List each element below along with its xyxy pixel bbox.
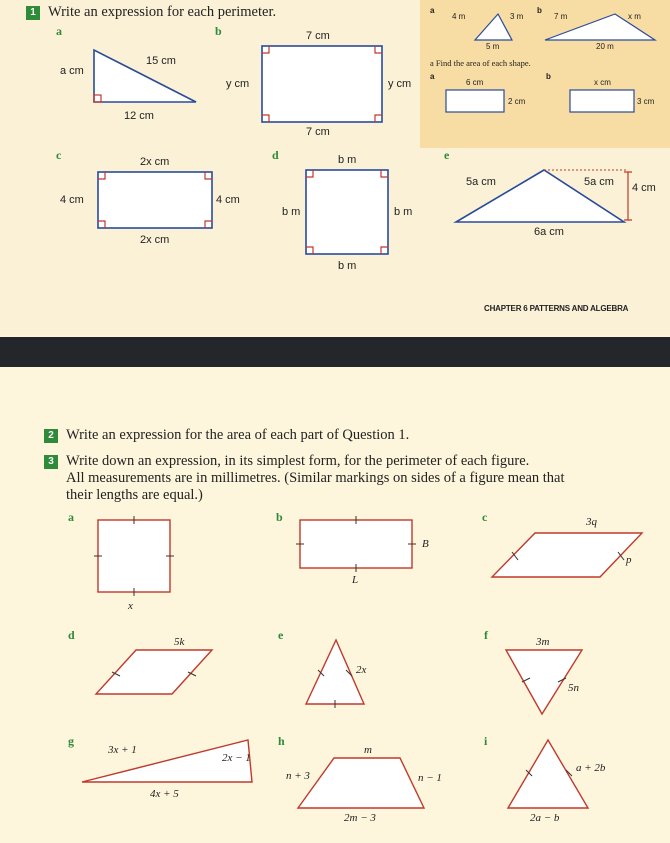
q3i-label: i	[484, 734, 488, 748]
sidebar-ra-side: 2 cm	[508, 97, 526, 106]
question-1-badge: 1	[26, 6, 40, 20]
q3h-trapezium	[298, 758, 424, 808]
q3g-s1: 3x + 1	[108, 744, 137, 756]
q3h-top: m	[364, 744, 372, 756]
sidebar-ra-top: 6 cm	[466, 78, 484, 87]
q3b-right: B	[422, 538, 429, 550]
q1d-label: d	[272, 148, 279, 162]
q3f-label: f	[484, 628, 488, 642]
q3a-label: a	[68, 510, 74, 524]
q3b-label: b	[276, 510, 283, 524]
q1b-bottom-label: 7 cm	[306, 126, 330, 138]
sidebar-a-base: 5 m	[486, 42, 500, 51]
q3h-left: n + 3	[286, 770, 310, 782]
q3d-parallelogram	[96, 650, 212, 694]
q1a-hyp-label: 15 cm	[146, 55, 176, 67]
q1c-left-label: 4 cm	[60, 194, 84, 206]
sidebar-b-label: b	[537, 6, 542, 15]
q3e-label: e	[278, 628, 284, 642]
q1e-base-label: 6a cm	[534, 226, 564, 238]
q1d-left-label: b m	[282, 206, 301, 218]
q3i-triangle	[508, 740, 588, 808]
sidebar-a-s1: 4 m	[452, 12, 466, 21]
q1c-right-label: 4 cm	[216, 194, 240, 206]
q3h-right: n − 1	[418, 772, 442, 784]
question-3-line1: Write down an expression, in its simplest form, for the perimeter of each figure.	[66, 453, 530, 469]
q3a-square	[98, 520, 170, 592]
sidebar-rb-top: x cm	[594, 78, 611, 87]
q3g-label: g	[68, 734, 74, 748]
q1d-right-label: b m	[394, 206, 413, 218]
sidebar-rb-label: b	[546, 72, 551, 81]
q1a-label: a	[56, 24, 62, 38]
q1c-top-label: 2x cm	[140, 156, 170, 168]
sidebar-b-s1: 7 m	[554, 12, 568, 21]
question-2-badge: 2	[44, 429, 58, 443]
sidebar-instruction: a Find the area of each shape.	[430, 58, 531, 68]
q3c-label: c	[482, 510, 488, 524]
question-3-line3: their lengths are equal.)	[66, 487, 203, 503]
q3e-side: 2x	[356, 664, 367, 676]
q1c-bottom-label: 2x cm	[140, 234, 170, 246]
question-2-text: Write an expression for the area of each part of Question 1.	[66, 427, 410, 443]
sidebar-rb-side: 3 cm	[637, 97, 655, 106]
question-3-line2: All measurements are in millimetres. (Similar markings on sides of a figure mean that	[66, 470, 565, 486]
q3d-label: d	[68, 628, 75, 642]
sidebar-a-s2: 3 m	[510, 12, 524, 21]
q3b-bottom: L	[352, 574, 359, 586]
sidebar-b-base: 20 m	[596, 42, 614, 51]
q1b-top-label: 7 cm	[306, 30, 330, 42]
q1a-base-label: 12 cm	[124, 110, 154, 122]
question-3-badge: 3	[44, 455, 58, 469]
chapter-footer: CHAPTER 6 PATTERNS AND ALGEBRA	[484, 304, 629, 313]
q1e-left-label: 5a cm	[466, 176, 496, 188]
q3a-side: x	[128, 600, 133, 612]
question-1-text: Write an expression for each perimeter.	[48, 4, 277, 20]
q1c-label: c	[56, 148, 62, 162]
q1e-right-label: 5a cm	[584, 176, 614, 188]
q1e-height-label: 4 cm	[632, 182, 656, 194]
q1b-left-label: y cm	[226, 78, 250, 90]
q1e-label: e	[444, 148, 450, 162]
q1a-left-label: a cm	[60, 65, 84, 77]
q3b-rectangle	[300, 520, 412, 568]
q3d-top: 5k	[174, 636, 185, 648]
sidebar-b-s2: x m	[628, 12, 641, 21]
q3g-base: 4x + 5	[150, 788, 179, 800]
q3f-top: 3m	[536, 636, 550, 648]
q1d-top-label: b m	[338, 154, 357, 166]
q3c-side: p	[626, 554, 632, 566]
q1b-label: b	[215, 24, 222, 38]
q1d-bottom-label: b m	[338, 260, 357, 272]
q3h-base: 2m − 3	[344, 812, 376, 824]
q3i-side: a + 2b	[576, 762, 606, 774]
q3g-s2: 2x − 1	[222, 752, 251, 764]
sidebar-ra-label: a	[430, 72, 435, 81]
q1b-right-label: y cm	[388, 78, 412, 90]
sidebar-a-label: a	[430, 6, 435, 15]
q3f-side: 5n	[568, 682, 579, 694]
q3i-base: 2a − b	[530, 812, 560, 824]
q3c-top: 3q	[586, 516, 597, 528]
q3h-label: h	[278, 734, 285, 748]
